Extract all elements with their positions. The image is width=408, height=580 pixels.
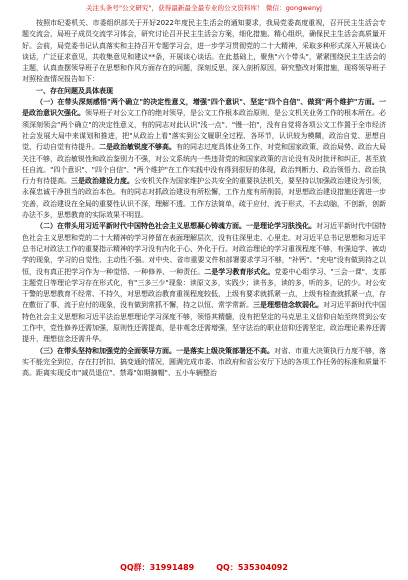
- header-banner: 关注头条号"公文研究"，获得最新最全最专业的公文资料库！ 微信：gongwenyj: [85, 3, 323, 12]
- run: 对习近平新时代中国特色社会主义思想和习近平法治思想理论学习深度不够，领悟其精髓，没有把坚定的马克思主义信仰自始至终贯到公安工作中，党性修养还需加强，原则性还需提高，是非观念还需增强，坚守法治的职业信仰还需坚定，政治理论素养还需提升，理想信念还需升华。: [22, 301, 386, 344]
- footer-contact: [0, 562, 408, 574]
- run: 领导班子对公文工作的绝对领导，是公文工作根本政治原则，是公文机关业务工作的根本所在。必须深刻领会"两个确立"的决定性意义，有的同志对此认识"浅一点"、"慢一拍"，没有自觉将各项公文工作置于全市经济社会发展大局中来谋划和推进，把"从政治上看"落实到公文履职全过程、各环节，认识较为模糊，政治自觉、思想自觉、行动自觉有待提升。: [22, 109, 386, 152]
- document-body: [22, 18, 386, 380]
- run: 对省、市重大决策执行力度不够，落实不能完全到位，存在打折扣、搞变通的情况，圆满完成市委、市政府和省公安厅下达的各项工作任务的标准和质量不高。距离实现反市"减员退位"、禁毒"如期摘帽"、五小车辆整治: [22, 346, 386, 378]
- footer-qq: QQ：535304092: [216, 563, 288, 572]
- run: （三）在带头坚持和加强党的全面领导方面。一是落实上级决策部署还不高。: [36, 346, 274, 355]
- run: 对习近平新时代中国特色社会主义思想和党的二十大精神的学习停留在表面理解层次，没有往深里走、心里走。对习近平总书记思想和习近平总书记对政法工作的重要指示精神的学习没有内化于心、外化于行。对政治理论的学习重视程度不够，有强迫学、被动学的现象，学习的自觉性、主动性不强。对中央、省市重要文件和部署要求学习不够，"补钙"、"充电"没有做到持之以恒，没有真正把学习作为一种觉悟、一种修养、一种责任。: [22, 222, 386, 276]
- run: 三是政治建设力度。: [71, 177, 134, 186]
- run: 有的同志过度具体业务工作，对党和国家政策、政治局势、政治大局关注不够，政治敏锐性和政治鉴别力不强，对公文系统内一些违背党的和国家政策的言论没有及时批评和纠正，甚至放任自流。"四个意识"、"四个自信"、"两个维护"在工作实践中没有得到很好的体现，政治判断力、政治领悟力、政治执行力有待提高。: [22, 143, 386, 186]
- run: （二）在带头用习近平新时代中国特色社会主义思想凝心铸魂方面。一是理论学习肤浅化。: [36, 222, 316, 231]
- intro-paragraph: 按照市纪委机关、市委组织部关于开好2022年度民主生活会的通知要求，我局党委高度重视，召开民主生活会专题交流会，局班子成员交流学习体会，研究讨论召开民主生活会方案，细化措施、精心组织，确保民主生活会高质量开好。会前，局党委书记认真落实和主持召开专题学习会，进一步学习贯彻党的二十大精神，采取多种形式深入开展谈心谈话，广泛征求意见，共收集意见和建议**条，开展谈心谈话。在此基础上，聚焦"六个带头"，紧紧围绕民主生活会的主题，认真查摆领导班子在思想和作风方面存在的问题，深刻反思，深入剖析原因，研究整改对策措施，现将领导班子对照检查情况报告如下：: [22, 19, 386, 84]
- section-heading: 一、存在问题及具体表现: [36, 86, 113, 95]
- run: 二是政治敏锐度不够高。: [99, 143, 176, 152]
- footer-qq-group: QQ群：31991489: [120, 563, 195, 572]
- run: 三是理想信念软弱化。: [253, 301, 323, 310]
- run: 党委中心组学习、"三会一课"、支部主题党日等理论学习存在形式化，有"三多三少"现象：读原文多，实践少；读书多，读的多，听的多，记的少。对公安干警的思想教育不经常、不持久，对思想政治教育重视程度较低，上级有要求就抓紧一点，上级有检查就抓紧一点，存在敷衍了事，流于应付的现象，没有做到常抓不懈，持之以恒、常学常新。: [22, 267, 386, 310]
- paragraph-2: [22, 221, 386, 345]
- paragraph-1: [22, 97, 386, 221]
- run: 二是学习教育形式化。: [204, 267, 275, 276]
- run: 公安机关作为国家维护公共安全的重要执法机关，要坚持以加强政治建设为引领，永葆忠诚干净担当的政治本色。有的同志对抓政治建设有所松懈，工作力度有所削弱，对思想政治建设措施还需进一步完善，政治建设在全局的重要性认识不深，理解不透。工作方法简单，疏于应付，流于形式，不去动脑，不创新，创新办法不多，思想教育的实际效果不明显。: [22, 177, 386, 220]
- run: （一）在带头深刻感悟"两个确立"的决定性意义，增强"四个意识"、坚定"四个自信"、做到"两个维护"方面。一是政治意识欠强化。: [22, 98, 386, 118]
- paragraph-3: [22, 346, 386, 380]
